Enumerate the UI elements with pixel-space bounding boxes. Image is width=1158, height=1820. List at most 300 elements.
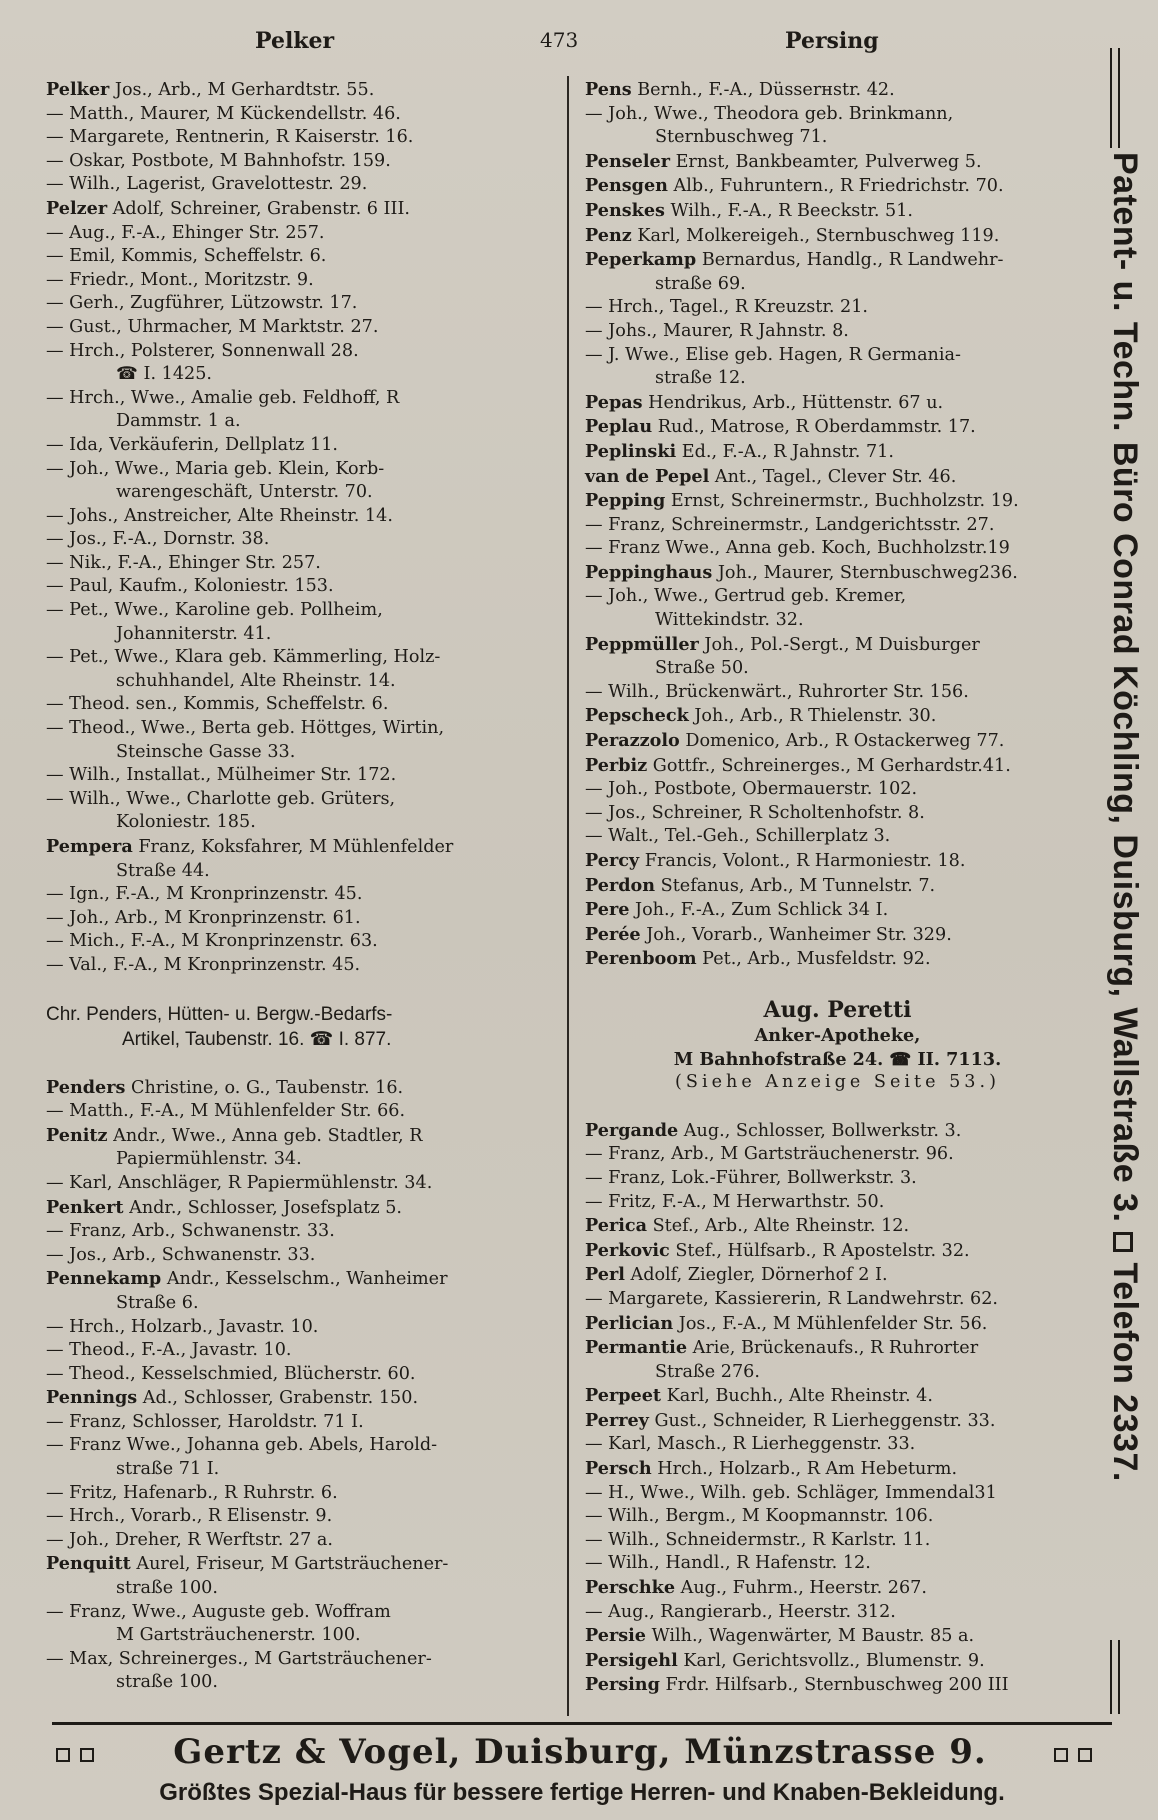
side-advertisement [1103,152,1147,1622]
entry-surname: Perée [585,923,641,945]
directory-entry [585,489,1090,514]
entry-text: Andr., Schlosser, Josefsplatz 5. [123,1197,402,1218]
entry-continuation: Dammstr. 1 a. [116,411,241,432]
entry-text: — Aug., F.-A., Ehinger Str. 257. [46,222,325,243]
left-entries [46,78,556,978]
entry-surname: Pepas [585,391,643,413]
directory-entry [585,1624,1090,1649]
directory-entry [585,174,1090,199]
entry-text: — Wilh., Wwe., Charlotte geb. Grüters, [46,788,396,809]
entry-text: — Hrch., Tagel., R Kreuzstr. 21. [585,297,868,318]
directory-entry [46,1505,556,1529]
entry-surname: Pempera [46,836,133,857]
directory-entry [46,126,556,150]
directory-entry [46,552,556,576]
entry-text: Ernst, Schreinermstr., Buchholzstr. 19. [665,491,1019,512]
directory-entry [46,1244,556,1268]
entry-text: — Wilh., Brückenwärt., Ruhrorter Str. 156. [585,681,969,702]
entry-text: — Val., F.-A., M Kronprinzenstr. 45. [46,954,361,975]
entry-surname: Penkert [46,1196,124,1218]
entry-surname: Persing [585,1674,660,1696]
directory-entry [46,1386,556,1411]
directory-entry [46,1434,556,1481]
directory-entry [585,248,1090,296]
entry-text: Ant., Tagel., Clever Str. 46. [709,466,957,487]
entry-text: — Wilh., Bergm., M Koopmannstr. 106. [585,1506,934,1527]
entry-text: — Pet., Wwe., Karoline geb. Pollheim, [46,600,383,621]
directory-entry [46,458,556,505]
entry-text: Domenico, Arb., R Ostackerweg 77. [679,731,1005,752]
entry-text: — Max, Schreinerges., M Gartsträuchener- [46,1648,432,1669]
directory-entry [585,1457,1090,1482]
entry-text: — Karl, Anschläger, R Papiermühlenstr. 34. [46,1172,433,1193]
directory-entry [585,103,1090,150]
entry-text: — Emil, Kommis, Scheffelstr. 6. [46,246,327,267]
directory-entry [585,1239,1090,1264]
directory-entry [46,930,556,954]
entry-text: Ed., F.-A., R Jahnstr. 71. [676,441,894,462]
entry-text: Joh., Arb., R Thielenstr. 30. [688,706,937,727]
directory-entry [46,1100,556,1124]
directory-entry [46,150,556,174]
directory-entry [585,1601,1090,1625]
entry-text: — Wilh., Installat., Mülheimer Str. 172. [46,765,397,786]
directory-entry [585,537,1090,561]
side-rule-top [1110,48,1112,148]
directory-entry [585,1143,1090,1167]
directory-entry [46,1529,556,1553]
entry-text: — Jos., Arb., Schwanenstr. 33. [46,1244,316,1265]
entry-text: — Fritz, F.-A., M Herwarthstr. 50. [585,1191,885,1212]
directory-entry [46,883,556,907]
entry-text: — Gerh., Zugführer, Lützowstr. 17. [46,293,358,314]
page-number: 473 [540,28,579,52]
entry-surname: Pepscheck [585,705,689,727]
directory-entry [46,954,556,978]
directory-entry [585,1409,1090,1434]
entry-text: — Hrch., Polsterer, Sonnenwall 28. [46,340,359,361]
entry-surname: Peperkamp [585,249,697,271]
directory-entry [46,693,556,717]
side-rule-top-2 [1118,48,1120,148]
entry-text: — Franz, Lok.-Führer, Bollwerkstr. 3. [585,1167,917,1188]
entry-surname: Pens [585,79,632,100]
entry-text: — Margarete, Rentnerin, R Kaiserstr. 16. [46,127,414,148]
directory-entry [585,1288,1090,1312]
entry-continuation: straße 71 I. [116,1459,220,1480]
entry-text: — Joh., Dreher, R Werftstr. 27 a. [46,1529,333,1550]
peretti-advertisement [585,996,1090,1095]
entry-continuation: Wittekindstr. 32. [655,610,804,631]
directory-entry [585,681,1090,705]
left-column [46,78,556,1695]
entry-text: Joh., Vorarb., Wanheimer Str. 329. [640,924,952,945]
entry-text: — Joh., Wwe., Theodora geb. Brinkmann, [585,103,954,124]
directory-entry [585,947,1090,972]
entry-text: Karl, Buchh., Alte Rheinstr. 4. [661,1386,933,1407]
entry-text: Pet., Arb., Musfeldstr. 92. [696,949,931,970]
entry-text: Gust., Schneider, R Lierheggenstr. 33. [648,1410,996,1431]
header-left-keyword: Pelker [255,28,335,54]
bottom-ad-subtitle: Größtes Spezial-Haus für bessere fertige Herren- und Knaben-Bekleidung. [159,1779,1005,1806]
entry-text: — Mich., F.-A., M Kronprinzenstr. 63. [46,931,378,952]
side-rule-bottom [1110,1640,1112,1714]
entry-surname: Penz [585,224,632,246]
directory-entry [585,585,1090,632]
entry-text: — Friedr., Mont., Moritzstr. 9. [46,269,314,290]
entry-text: — Joh., Wwe., Gertrud geb. Kremer, [585,586,907,607]
directory-entry [585,391,1090,416]
entry-text: — Aug., Rangierarb., Heerstr. 312. [585,1601,896,1622]
entry-surname: Perdon [585,874,656,896]
entry-surname: Penseler [585,150,670,172]
entry-text: — Jos., F.-A., Dornstr. 38. [46,529,270,550]
directory-entry [46,575,556,599]
entry-text: Aug., Fuhrm., Heerstr. 267. [675,1578,927,1599]
directory-entry [46,1411,556,1435]
entry-text: Ernst, Bankbeamter, Pulverweg 5. [670,151,982,172]
directory-entry [585,1336,1090,1384]
entry-text: — Hrch., Vorarb., R Elisenstr. 9. [46,1506,333,1527]
entry-surname: Pennekamp [46,1268,162,1290]
directory-entry [46,1172,556,1196]
entry-text: — Hrch., Wwe., Amalie geb. Feldhoff, R [46,387,400,408]
entry-text: Adolf, Schreiner, Grabenstr. 6 III. [107,198,410,219]
entry-text: — J. Wwe., Elise geb. Hagen, R Germania- [585,344,961,365]
entry-continuation: straße 69. [655,273,746,294]
entry-surname: Pepping [585,490,666,512]
entry-text: Rud., Matrose, R Oberdammstr. 17. [652,417,976,438]
entry-text: Wilh., Wagenwärter, M Baustr. 85 a. [646,1626,975,1647]
directory-entry [585,825,1090,849]
directory-entry [585,802,1090,826]
entry-text: — Wilh., Schneidermstr., R Karlstr. 11. [585,1529,931,1550]
directory-entry [585,465,1090,490]
directory-entry [585,78,1090,103]
entry-text: Aug., Schlosser, Bollwerkstr. 3. [678,1120,962,1141]
directory-entry [585,704,1090,729]
directory-entry [46,1076,556,1101]
directory-entry [585,1529,1090,1553]
entry-continuation: straße 100. [116,1578,218,1599]
entry-continuation: Papiermühlenstr. 34. [116,1149,302,1170]
entry-text: Alb., Fuhruntern., R Friedrichstr. 70. [667,176,1004,197]
entry-text: — Johs., Maurer, R Jahnstr. 8. [585,320,849,341]
directory-entry [46,434,556,458]
entry-text: — Franz, Arb., Schwanenstr. 33. [46,1221,335,1242]
entry-text: Jos., F.-A., M Mühlenfelder Str. 56. [673,1313,988,1334]
entry-text: — Gust., Uhrmacher, M Marktstr. 27. [46,316,379,337]
directory-entry [585,1649,1090,1674]
directory-entry [46,907,556,931]
entry-surname: Pergande [585,1119,679,1141]
bottom-rule [52,1722,1112,1725]
entry-surname: Peplinski [585,440,677,462]
entry-text: Ad., Schlosser, Grabenstr. 150. [137,1388,419,1409]
entry-surname: Peplau [585,416,653,438]
directory-entry [46,78,556,103]
entry-text: Adolf, Ziegler, Dörnerhof 2 I. [624,1265,888,1286]
entry-surname: Penitz [46,1124,108,1146]
penders-ad-line2: Artikel, Taubenstr. 16. ☎ I. 877. [122,1028,392,1050]
entry-text: — Franz Wwe., Anna geb. Koch, Buchholzstr.19 [585,538,1010,559]
entry-text: Joh., F.-A., Zum Schlick 34 I. [629,900,889,921]
entry-continuation: M Gartsträuchenerstr. 100. [116,1625,361,1646]
entry-surname: Pensgen [585,175,668,197]
directory-entry [585,440,1090,465]
directory-entry [46,528,556,552]
entry-text: Hendrikus, Arb., Hüttenstr. 67 u. [642,392,944,413]
directory-entry [585,1191,1090,1215]
entry-text: Arie, Brückenaufs., R Ruhrorter [687,1338,979,1359]
right-entries-2 [585,1119,1090,1698]
directory-entry [585,320,1090,344]
penders-advertisement [46,1002,556,1052]
entry-text: Aurel, Friseur, M Gartsträuchener- [130,1554,449,1575]
entry-text: — Franz, Schlosser, Haroldstr. 71 I. [46,1411,364,1432]
directory-entry [46,1552,556,1600]
entry-surname: Perschke [585,1577,676,1599]
entry-text: Karl, Gerichtsvollz., Blumenstr. 9. [677,1650,985,1671]
directory-entry [585,199,1090,224]
directory-entry [46,1601,556,1648]
penders-ad-line1: Chr. Penders, Hütten- u. Bergw.-Bedarfs- [46,1003,393,1025]
directory-entry [46,387,556,434]
directory-entry [585,224,1090,249]
entry-text: — Jos., Schreiner, R Scholtenhofstr. 8. [585,802,925,823]
directory-entry [585,923,1090,948]
directory-entry [46,245,556,269]
entry-text: — Franz, Arb., M Gartsträuchenerstr. 96. [585,1144,954,1165]
entry-text: Jos., Arb., M Gerhardtstr. 55. [109,80,375,100]
directory-entry [585,1505,1090,1529]
entry-continuation: schuhhandel, Alte Rheinstr. 14. [116,670,396,691]
directory-entry [46,1316,556,1340]
header-right-keyword: Persing [785,28,879,54]
column-divider [567,76,569,1716]
side-rule-bottom-2 [1118,1640,1120,1714]
bottom-ad-title: Gertz & Vogel, Duisburg, Münzstrasse 9. [173,1732,987,1772]
directory-entry [46,1220,556,1244]
entry-continuation: Straße 276. [655,1361,760,1382]
entry-surname: van de Pepel [585,465,710,487]
entry-surname: Perazzolo [585,730,680,752]
square-ornament [1113,1232,1133,1252]
directory-entry [46,1267,556,1315]
entry-text: — Theod., Kesselschmied, Blücherstr. 60. [46,1363,416,1384]
directory-entry [585,1482,1090,1506]
entry-surname: Perica [585,1215,648,1237]
entry-surname: Pere [585,899,630,921]
entry-surname: Penskes [585,199,665,221]
side-ad-phone: Telefon 2337. [1106,1262,1144,1482]
directory-entry [46,505,556,529]
entry-surname: Pelker [46,79,110,100]
entry-text: Stefanus, Arb., M Tunnelstr. 7. [655,875,936,896]
directory-entry [585,1263,1090,1288]
entry-text: Francis, Volont., R Harmoniestr. 18. [639,851,966,871]
entry-text: Stef., Hülfsarb., R Apostelstr. 32. [669,1240,970,1261]
entry-text: Bernardus, Handlg., R Landwehr- [696,250,1004,271]
directory-entry [585,1214,1090,1239]
entry-text: — H., Wwe., Wilh. geb. Schläger, Immendal31 [585,1482,997,1503]
directory-entry [46,717,556,764]
directory-entry [585,874,1090,899]
entry-continuation: straße 100. [116,1672,218,1693]
entry-text: — Hrch., Holzarb., Javastr. 10. [46,1316,319,1337]
entry-surname: Persch [585,1458,652,1480]
entry-text: Bernh., F.-A., Düsserнstr. 42. [631,80,895,100]
entry-text: — Wilh., Handl., R Hafenstr. 12. [585,1553,871,1574]
peretti-ad-address: M Bahnhofstraße 24. ☎ II. 7113. [673,1048,1002,1070]
directory-entry [585,1576,1090,1601]
entry-text: — Wilh., Lagerist, Gravelottestr. 29. [46,174,368,195]
entry-text: — Franz, Schreinermstr., Landgerichtsstr. 27. [585,514,995,535]
right-entries [585,78,1090,972]
directory-entry [585,729,1090,754]
directory-entry [585,415,1090,440]
entry-surname: Perlician [585,1312,674,1334]
entry-text: — Walt., Tel.-Geh., Schillerplatz 3. [585,826,891,847]
directory-entry [46,1363,556,1387]
directory-entry [46,316,556,340]
peretti-ad-business: Anker-Apotheke, [754,1024,921,1046]
directory-entry [46,764,556,788]
entry-surname: Permantie [585,1337,688,1359]
entry-text: — Theod., F.-A., Javastr. 10. [46,1340,292,1361]
square-ornament [56,1748,70,1762]
entry-text: — Johs., Anstreicher, Alte Rheinstr. 14. [46,505,393,526]
entry-surname: Perenboom [585,948,697,970]
directory-entry [46,292,556,316]
square-ornament [80,1748,94,1762]
entry-text: — Matth., Maurer, M Kückendellstr. 46. [46,103,401,124]
side-ad-text: Patent- u. Techn. Büro Conrad Köchling, Duisburg, Wallstraße 3. [1106,152,1144,1223]
square-ornament [1054,1748,1068,1762]
peretti-ad-reference: (Siehe Anzeige Seite 53.) [675,1072,1000,1093]
entry-continuation: Johanniterstr. 41. [116,623,272,644]
right-column [585,78,1090,1698]
entry-text: — Franz, Wwe., Auguste geb. Woffram [46,1601,391,1622]
directory-entry [585,778,1090,802]
entry-continuation: warengeschäft, Unterstr. 70. [116,482,373,503]
directory-entry [585,1312,1090,1337]
entry-text: — Theod., Wwe., Berta geb. Höttges, Wirtin, [46,718,445,739]
entry-text: Joh., Pol.-Sergt., M Duisburger [698,634,980,655]
entry-continuation: Sternbuschweg 71. [655,127,828,148]
entry-text: — Ida, Verkäuferin, Dellplatz 11. [46,434,339,455]
directory-entry [46,222,556,246]
directory-entry [46,1196,556,1221]
entry-surname: Percy [585,850,640,871]
directory-entry [46,173,556,197]
entry-surname: Peppinghaus [585,561,713,583]
entry-continuation: Steinsche Gasse 33. [116,741,296,762]
directory-entry [46,269,556,293]
directory-entry [46,788,556,835]
directory-entry [585,849,1090,874]
entry-text: — Karl, Masch., R Lierheggenstr. 33. [585,1434,916,1455]
directory-entry [585,1119,1090,1144]
directory-entry [585,150,1090,175]
entry-text: — Paul, Kaufm., Koloniestr. 153. [46,576,334,597]
entry-text: — Ign., F.-A., M Kronprinzenstr. 45. [46,884,363,905]
peretti-ad-name: Aug. Peretti [763,996,912,1023]
directory-entry [46,1482,556,1506]
entry-text: Joh., Maurer, Sternbuschweg236. [712,562,1018,583]
directory-entry [585,898,1090,923]
directory-entry [46,599,556,646]
entry-text: Andr., Kesselschm., Wanheimer [161,1269,448,1290]
entry-surname: Penders [46,1076,126,1098]
directory-entry [585,561,1090,586]
entry-text: — Oskar, Postbote, M Bahnhofstr. 159. [46,150,391,171]
directory-entry [585,514,1090,538]
directory-entry [46,1124,556,1172]
entry-text: Andr., Wwe., Anna geb. Stadtler, R [107,1125,423,1146]
entry-text: Karl, Molkereigeh., Sternbuschweg 119. [631,225,1000,246]
entry-continuation: Koloniestr. 185. [116,812,256,833]
entry-surname: Perrey [585,1409,649,1431]
entry-text: — Pet., Wwe., Klara geb. Kämmerling, Holz- [46,647,441,668]
entry-continuation: straße 12. [655,368,746,389]
directory-entry [585,1384,1090,1409]
entry-continuation: ☎ I. 1425. [116,364,213,385]
entry-surname: Peppmüller [585,633,699,655]
directory-entry [585,633,1090,681]
directory-entry [585,344,1090,391]
entry-surname: Perkovic [585,1239,670,1261]
entry-surname: Perbiz [585,754,648,776]
entry-continuation: Straße 6. [116,1292,199,1313]
entry-text: — Theod. sen., Kommis, Scheffelstr. 6. [46,694,389,715]
entry-surname: Pelzer [46,197,108,219]
directory-entry [46,340,556,387]
entry-text: Wilh., F.-A., R Beeckstr. 51. [664,200,914,221]
entry-text: Christine, o. G., Taubenstr. 16. [125,1077,404,1098]
entry-continuation: Straße 50. [655,658,749,679]
entry-text: — Fritz, Hafenarb., R Ruhrstr. 6. [46,1482,338,1503]
directory-entry [46,1339,556,1363]
directory-entry [46,103,556,127]
entry-text: Frdr. Hilfsarb., Sternbuschweg 200 III [659,1675,1009,1696]
directory-entry [46,646,556,693]
entry-surname: Persie [585,1625,647,1647]
entry-surname: Perl [585,1264,625,1286]
directory-entry [46,835,556,883]
directory-entry [585,1433,1090,1457]
entry-surname: Perpeet [585,1385,662,1407]
entry-text: Hrch., Holzarb., R Am Hebeturm. [651,1459,958,1480]
entry-text: Franz, Koksfahrer, M Mühlenfelder [132,837,454,857]
directory-entry [585,296,1090,320]
entry-surname: Persigehl [585,1649,678,1671]
entry-surname: Penquitt [46,1553,131,1575]
entry-text: — Margarete, Kassiererin, R Landwehrstr. 62. [585,1288,999,1309]
entry-surname: Pennings [46,1387,138,1409]
directory-entry [585,1673,1090,1698]
entry-continuation: Straße 44. [116,860,210,881]
left-entries-2 [46,1076,556,1695]
directory-entry [46,1648,556,1695]
entry-text: Gottfr., Schreinerges., M Gerhardstr.41. [647,755,1011,776]
entry-text: Stef., Arb., Alte Rheinstr. 12. [647,1216,910,1237]
entry-text: — Franz Wwe., Johanna geb. Abels, Harold- [46,1435,438,1456]
directory-entry [585,1552,1090,1576]
entry-text: — Joh., Postbote, Obermauerstr. 102. [585,779,918,800]
directory-entry [585,754,1090,779]
entry-text: — Joh., Arb., M Kronprinzenstr. 61. [46,907,361,928]
